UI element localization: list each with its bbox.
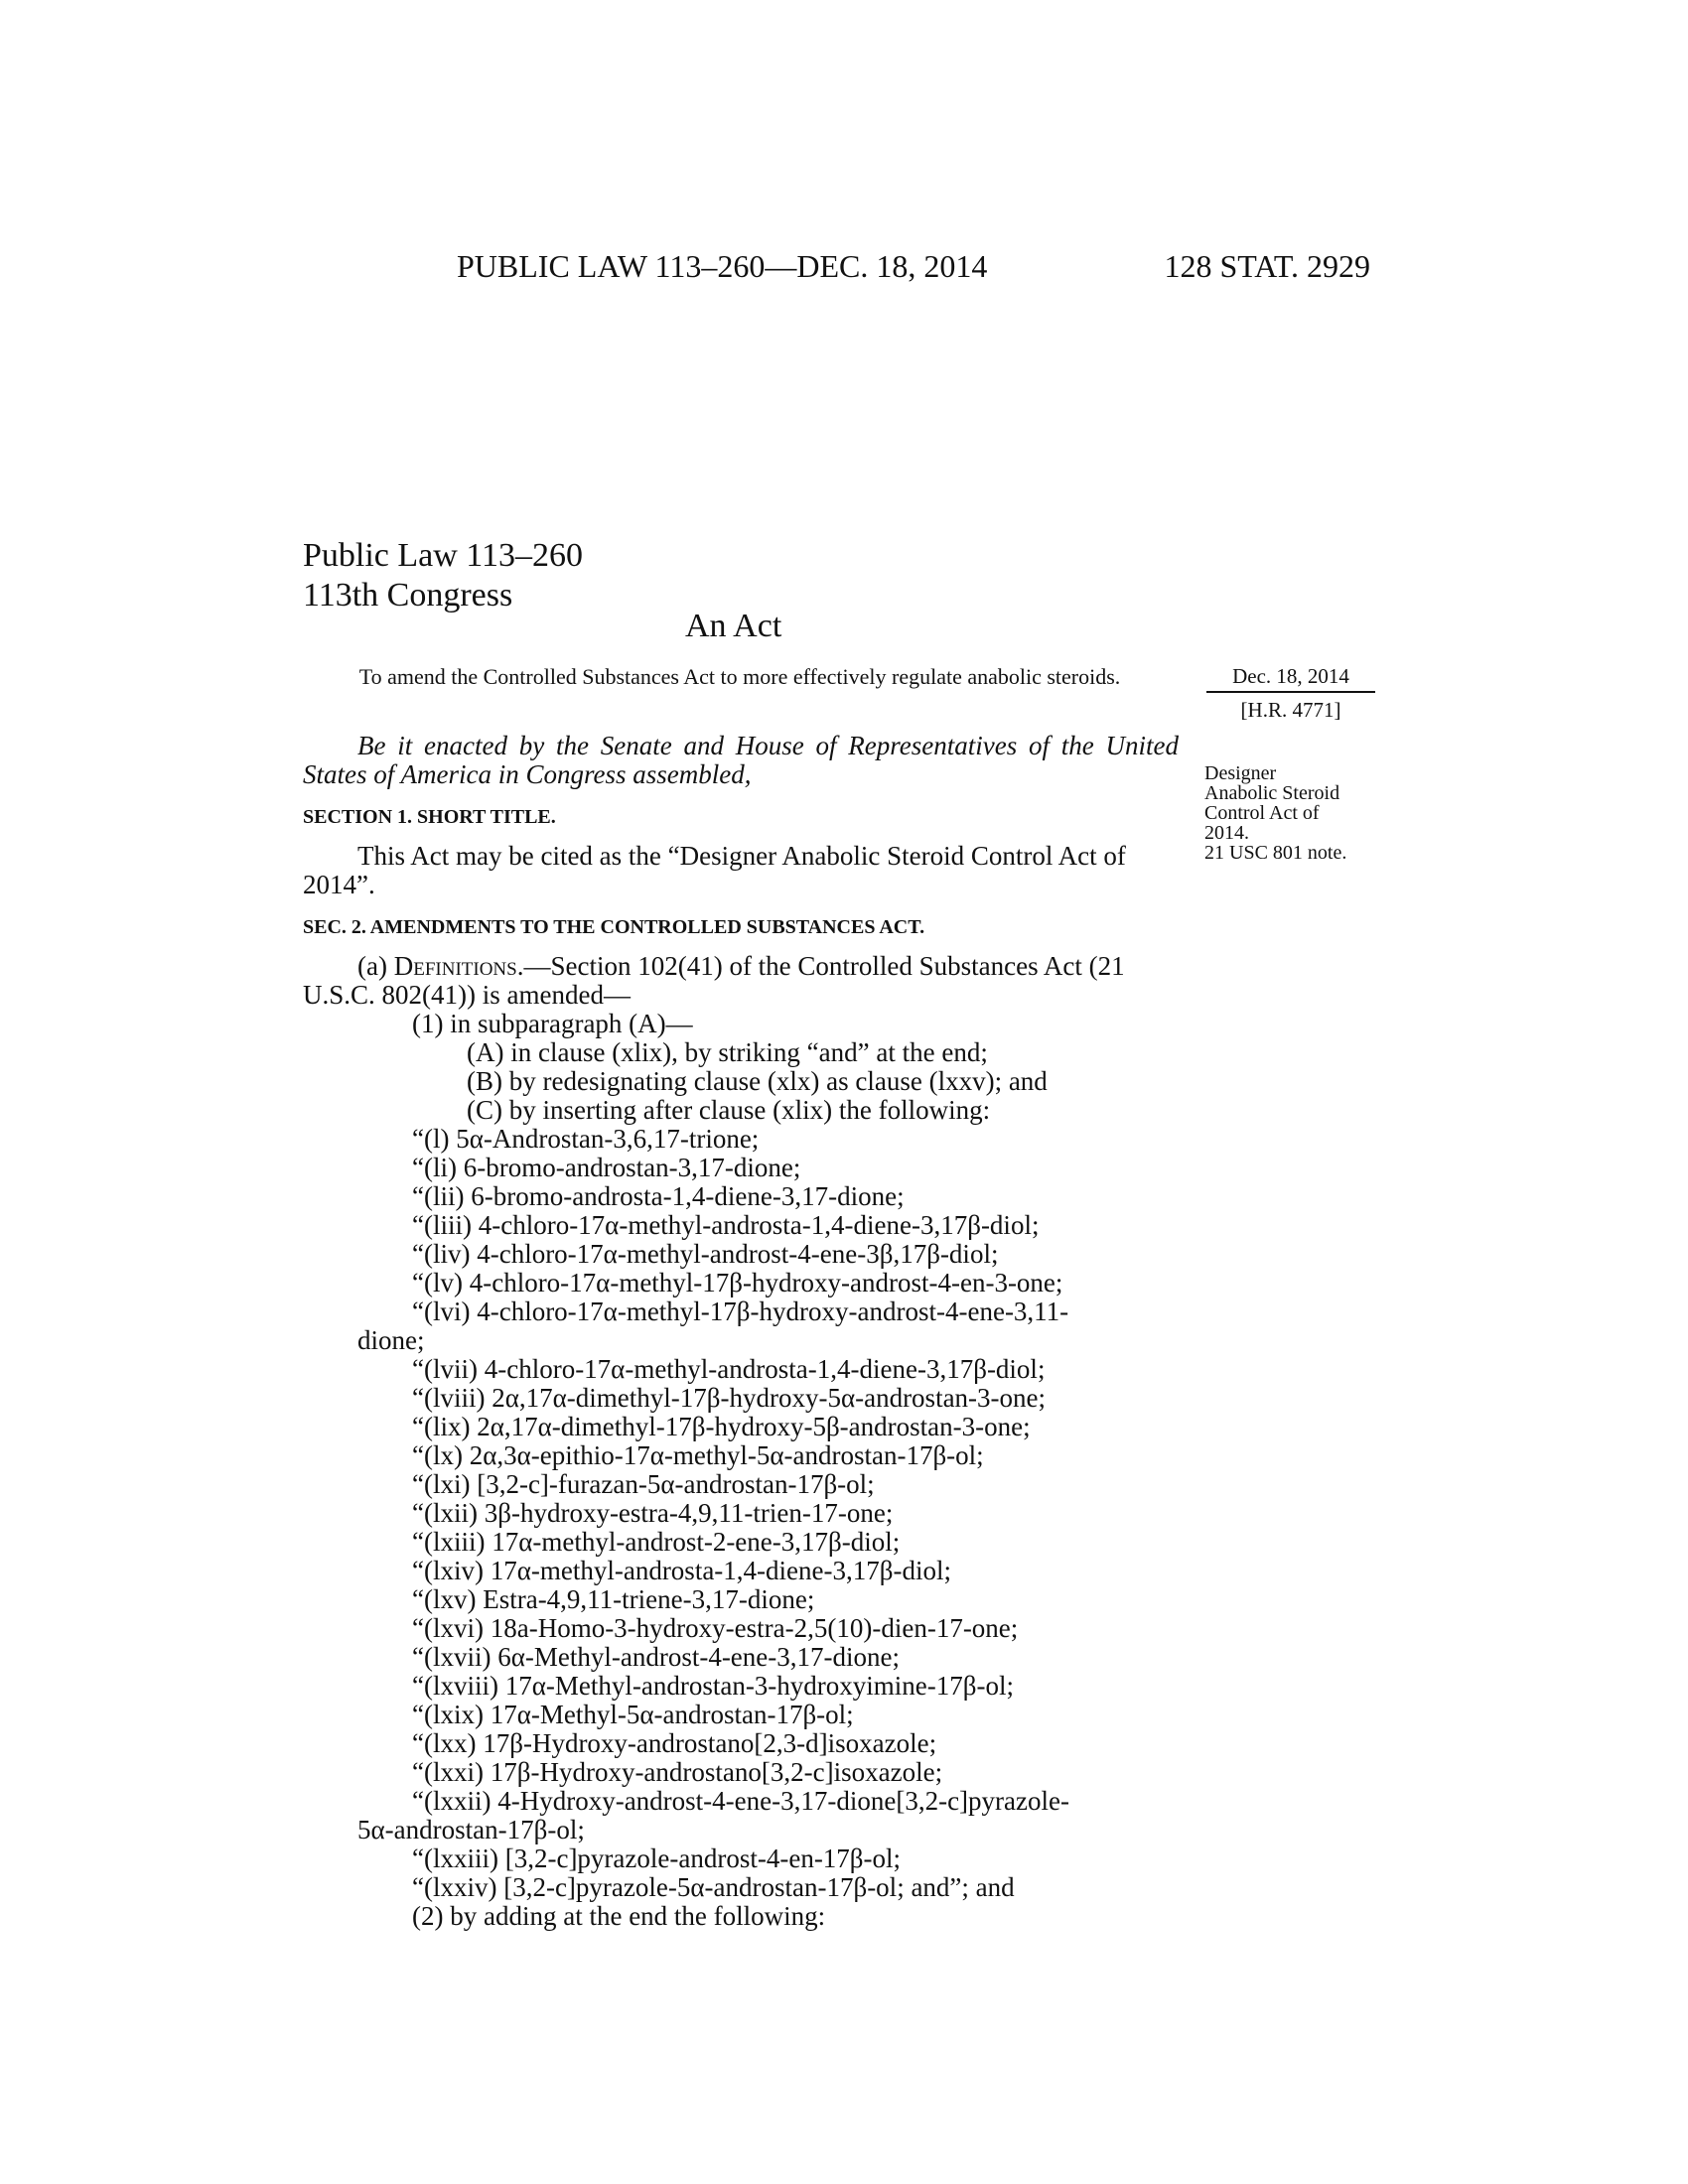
law-title-block xyxy=(303,536,583,615)
clause-item: “(lxi) [3,2-c]-furazan-5α-androstan-17β-ol; xyxy=(412,1469,875,1499)
public-law-number: Public Law 113–260 xyxy=(303,537,584,574)
clause-item: “(li) 6-bromo-androstan-3,17-dione; xyxy=(412,1153,801,1182)
clause-item: “(lxxii) 4-Hydroxy-androst-4-ene-3,17-dione[3,2-c]pyrazole- xyxy=(412,1786,1069,1816)
clause-item: “(lxix) 17α-Methyl-5α-androstan-17β-ol; xyxy=(412,1700,854,1729)
clause-item: “(l) 5α-Androstan-3,6,17-trione; xyxy=(412,1124,760,1154)
subparagraph-b: (B) by redesignating clause (xlx) as clause (lxxv); and xyxy=(467,1066,1048,1096)
clause-item: “(lix) 2α,17α-dimethyl-17β-hydroxy-5β-androstan-3-one; xyxy=(412,1412,1031,1441)
clause-item: “(lvii) 4-chloro-17α-methyl-androsta-1,4-diene-3,17β-diol; xyxy=(412,1354,1046,1384)
enactment-date: Dec. 18, 2014 xyxy=(1232,664,1349,688)
clause-item: “(lxxiii) [3,2-c]pyrazole-androst-4-en-17β-ol; xyxy=(412,1843,902,1873)
clause-item: “(lxv) Estra-4,9,11-triene-3,17-dione; xyxy=(412,1584,815,1614)
subsection-a-text: .—Section 102(41) of the Controlled Substances Act (21 U.S.C. 802(41)) is amended— xyxy=(303,951,1125,1010)
subsection-a-caption: Definitions xyxy=(393,951,517,981)
margin-note: 2014. xyxy=(1204,822,1249,844)
clause-item: “(lvi) 4-chloro-17α-methyl-17β-hydroxy-androst-4-ene-3,11- xyxy=(412,1297,1069,1326)
margin-notes xyxy=(1204,763,1346,863)
clause-item: “(lxviii) 17α-Methyl-androstan-3-hydroxyimine-17β-ol; xyxy=(412,1671,1014,1701)
margin-note: 21 USC 801 note. xyxy=(1204,842,1347,864)
section-2-heading: SEC. 2. AMENDMENTS TO THE CONTROLLED SUBSTANCES ACT. xyxy=(303,916,925,938)
running-header-page-number: 128 STAT. 2929 xyxy=(1164,248,1370,284)
document-body xyxy=(303,732,1179,1931)
subsection-a xyxy=(303,952,1179,1010)
running-header-left: PUBLIC LAW 113–260—DEC. 18, 2014 xyxy=(457,248,988,284)
margin-note: Designer xyxy=(1204,762,1277,784)
clause-item: “(lv) 4-chloro-17α-methyl-17β-hydroxy-androst-4-en-3-one; xyxy=(412,1268,1063,1297)
clause-continuation: 5α-androstan-17β-ol; xyxy=(357,1815,585,1844)
purpose-statement: To amend the Controlled Substances Act to more effectively regulate anabolic steroids. xyxy=(358,664,1121,689)
clause-item: “(lxx) 17β-Hydroxy-androstano[2,3-d]isoxazole; xyxy=(412,1728,937,1758)
paragraph-1: (1) in subparagraph (A)— xyxy=(412,1009,693,1038)
clause-item: “(lxxi) 17β-Hydroxy-androstano[3,2-c]isoxazole; xyxy=(412,1757,943,1787)
subsection-a-label: (a) xyxy=(357,951,394,981)
margin-date-block xyxy=(1206,663,1375,723)
section-1-text: This Act may be cited as the “Designer Anabolic Steroid Control Act of 2014”. xyxy=(303,841,1126,899)
subparagraph-a: (A) in clause (xlix), by striking “and” at the end; xyxy=(467,1037,988,1067)
clause-item: “(liii) 4-chloro-17α-methyl-androsta-1,4-diene-3,17β-diol; xyxy=(412,1210,1040,1240)
clause-item: “(liv) 4-chloro-17α-methyl-androst-4-ene-3β,17β-diol; xyxy=(412,1239,999,1269)
section-1-heading: SECTION 1. SHORT TITLE. xyxy=(303,806,556,828)
clause-item: “(lxxiv) [3,2-c]pyrazole-5α-androstan-17β-ol; and”; and xyxy=(412,1872,1015,1902)
clause-item: “(lxii) 3β-hydroxy-estra-4,9,11-trien-17-one; xyxy=(412,1498,894,1528)
act-heading: An Act xyxy=(685,608,782,644)
clause-item: “(lxvii) 6α-Methyl-androst-4-ene-3,17-dione; xyxy=(412,1642,900,1672)
margin-rule xyxy=(1206,691,1375,693)
subparagraph-c: (C) by inserting after clause (xlix) the following: xyxy=(467,1095,991,1125)
enacting-clause: Be it enacted by the Senate and House of Representatives of the United States of America in Congress assembled, xyxy=(303,731,1179,789)
clause-item: “(lxvi) 18a-Homo-3-hydroxy-estra-2,5(10)-dien-17-one; xyxy=(412,1613,1019,1643)
clause-item: “(lxiii) 17α-methyl-androst-2-ene-3,17β-diol; xyxy=(412,1527,901,1557)
clause-item: “(lx) 2α,3α-epithio-17α-methyl-5α-androstan-17β-ol; xyxy=(412,1440,984,1470)
bill-number: [H.R. 4771] xyxy=(1240,698,1341,722)
clause-item: “(lxiv) 17α-methyl-androsta-1,4-diene-3,17β-diol; xyxy=(412,1556,951,1585)
paragraph-2: (2) by adding at the end the following: xyxy=(412,1901,826,1931)
margin-note: Anabolic Steroid xyxy=(1204,782,1340,804)
congress-number: 113th Congress xyxy=(303,577,513,614)
clause-continuation: dione; xyxy=(357,1325,425,1355)
clause-item: “(lii) 6-bromo-androsta-1,4-diene-3,17-dione; xyxy=(412,1181,905,1211)
margin-note: Control Act of xyxy=(1204,802,1320,824)
clause-item: “(lviii) 2α,17α-dimethyl-17β-hydroxy-5α-androstan-3-one; xyxy=(412,1383,1047,1413)
